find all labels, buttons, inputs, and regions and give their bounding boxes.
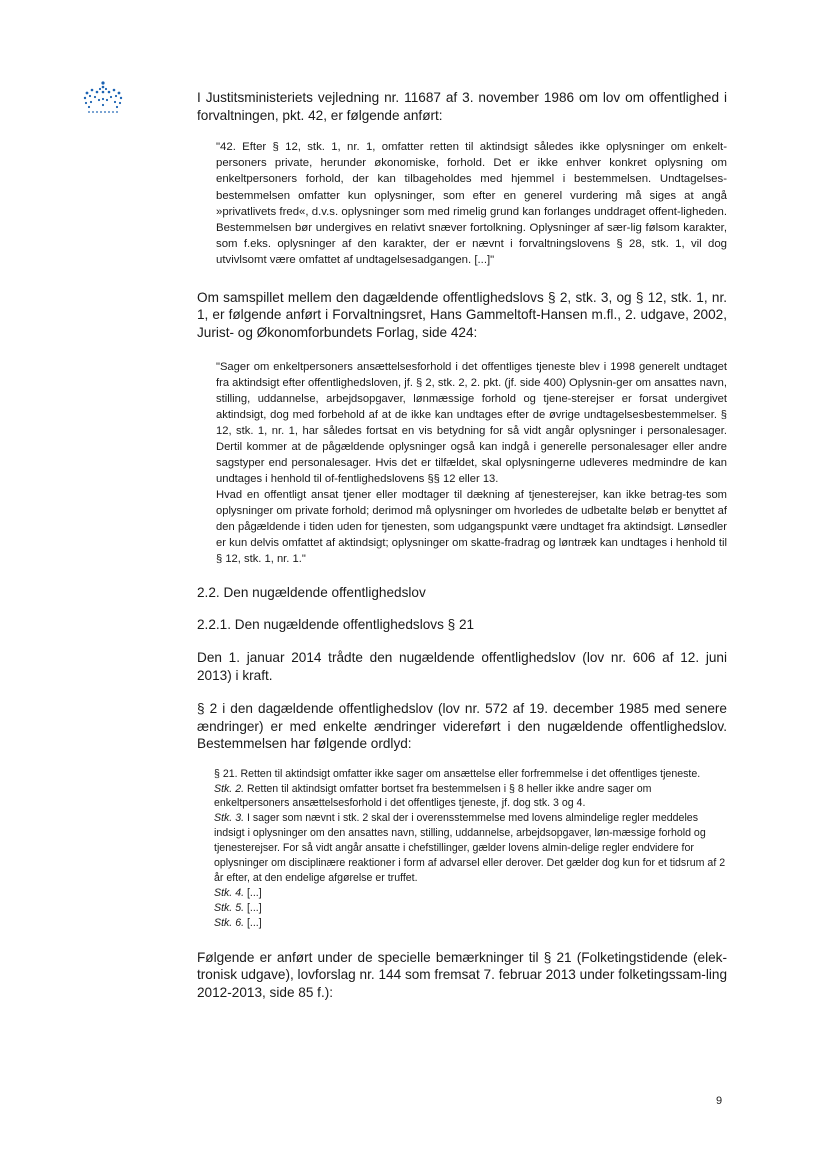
law-stk-6 — [214, 916, 727, 931]
law-stk-6-text: [...] — [244, 916, 262, 929]
law-stk-4-label: Stk. 4. — [214, 886, 245, 899]
law-stk-5 — [214, 901, 727, 916]
paragraph-videreforsel: § 2 i den dagældende offentlighedslov (lov nr. 572 af 19. december 1985 med senere ændringer) er med enkelte ændringer videreført i den nugældende offentlighedslov. Bestemmelsen har følgende ordlyd: — [197, 701, 727, 752]
law-stk-2-label: Stk. 2. — [214, 782, 245, 795]
law-text-section-21 — [197, 767, 727, 931]
law-stk-3-text: I sager som nævnt i stk. 2 skal der i overensstemmelse med lovens almindelige regler meddeles indsigt i oplysninger om den ansattes navn, stilling, uddannelse, arbejdsopgaver, løn-mæssige forhold og tjenesterejser. For så vidt angår ansatte i chefstillinger, gælder lovens almin-delige regler endvidere for oplysninger om disciplinære reaktioner i form af advarsel eller derover. Det gælder dog kun for et tidsrum af 2 år efter, at den endelige afgørelse er truffet. — [214, 812, 726, 884]
paragraph-ikrafttraeden: Den 1. januar 2014 trådte den nugældende offentlighedslov (lov nr. 606 af 12. juni 2013) i kraft. — [197, 650, 727, 683]
quote-vejledning: "42. Efter § 12, stk. 1, nr. 1, omfatter retten til aktindsigt således ikke oplysninger om enkelt-personers private, herunder økonomiske, forhold. Det er ikke enhver konkret oplysning om enkeltpersoners forhold, der kan tilbageholdes med hjemmel i bestemmelsen. Undtagelses-bestemmelsen omfatter kun oplysninger, som efter en generel vurdering må siges at angå »privatlivets fred«, d.v.s. oplysninger som med rimelig grund kan forlanges unddraget offent-ligheden. Bestemmelsen bør undergives en relativt snæver fortolkning. Oplysninger af sær-lig følsom karakter, som f.eks. oplysninger af den karakter, der er nævnt i forvaltningslovens § 28, stk. 1, vil dog utvivlsomt være omfattet af undtagelsesadgangen. [...]" — [216, 141, 727, 267]
paragraph-bemaerkninger: Følgende er anført under de specielle bemærkninger til § 21 (Folketingstidende (elek-tronisk udgave), lovforslag nr. 144 som fremsat 7. februar 2013 under folketingssam-ling 2012-2013, side 85 f.): — [197, 949, 727, 1000]
section-heading-2-2: 2.2. Den nugældende offentlighedslov — [197, 585, 426, 601]
paragraph-intro: I Justitsministeriets vejledning nr. 11687 af 3. november 1986 om lov om offentlighed i forvaltningen, pkt. 42, er følgende anført: — [197, 90, 727, 123]
paragraph-samspil: Om samspillet mellem den dagældende offentlighedslovs § 2, stk. 3, og § 12, stk. 1, nr. 1, er følgende anført i Forvaltningsret, Hans Gammeltoft-Hansen m.fl., 2. udgave, 2002, Jurist- og Økonomforbundets Forlag, side 424: — [197, 289, 727, 340]
law-stk-2 — [214, 782, 727, 812]
law-stk-3-label: Stk. 3. — [214, 812, 245, 825]
page-number: 9 — [716, 1095, 723, 1107]
law-stk-4 — [214, 886, 727, 901]
quote-forvaltningsret-part2: Hvad en offentligt ansat tjener eller modtager til dækning af tjenesterejser, kan ikke betrag-tes som oplysninger om private forhold; derimod må oplysninger om hvorledes de udbetalte beløb er benyttet af den pågældende i tiden uden for tjenesten, som udgangspunkt være undtaget fra aktindsigt. Lønsedler er kun delvis omfattet af aktindsigt; oplysninger om skatte-fradrag og løntræk kan undtages i henhold til § 12, stk. 1, nr. 1." — [216, 489, 727, 566]
page-content — [197, 89, 727, 1001]
law-stk-5-label: Stk. 5. — [214, 901, 245, 914]
law-stk-4-text: [...] — [244, 886, 262, 899]
section-heading-2-2-1: 2.2.1. Den nugældende offentlighedslovs § 21 — [197, 616, 475, 632]
law-stk-5-text: [...] — [244, 901, 262, 914]
quote-forvaltningsret-part1: "Sager om enkeltpersoners ansættelsesforhold i det offentliges tjeneste blev i 1998 generelt undtaget fra aktindsigt efter offentlighedsloven, jf. § 2, stk. 2, 2. pkt. (jf. side 400) Oplysnin-ger om ansattes navn, stilling, uddannelse, arbejdsopgaver, lønmæssige forhold og tjene-sterejser er forsat undergivet aktindsigt, dog med forbehold af at de ikke kan undtages efter de øvrige undtagelsesbestemmelser. § 12, stk. 1, nr. 1, har således fortsat en vis betydning for så vidt angår oplysninger i personalesager. Dertil kommer at de pågældende oplysninger også kan indgå i generelle personalesager eller andre sagstyper end personalesager. Hvis det er tilfældet, skal oplysningerne udleveres medmindre de kan undtages i henhold til of-fentlighedslovens §§ 12 eller 13. — [216, 361, 727, 486]
law-stk-3 — [214, 811, 727, 886]
law-stk-2-text: Retten til aktindsigt omfatter bortset fra bestemmelsen i § 8 heller ikke andre sager om enkeltpersoners ansættelsesforhold i det offentliges tjeneste, jf. dog stk. 3 og 4. — [214, 782, 652, 810]
law-stk-6-label: Stk. 6. — [214, 916, 245, 929]
crown-logo-icon — [80, 80, 126, 116]
law-paragraph-1: § 21. Retten til aktindsigt omfatter ikke sager om ansættelse eller forfremmelse i det offentliges tjeneste. — [214, 767, 701, 780]
